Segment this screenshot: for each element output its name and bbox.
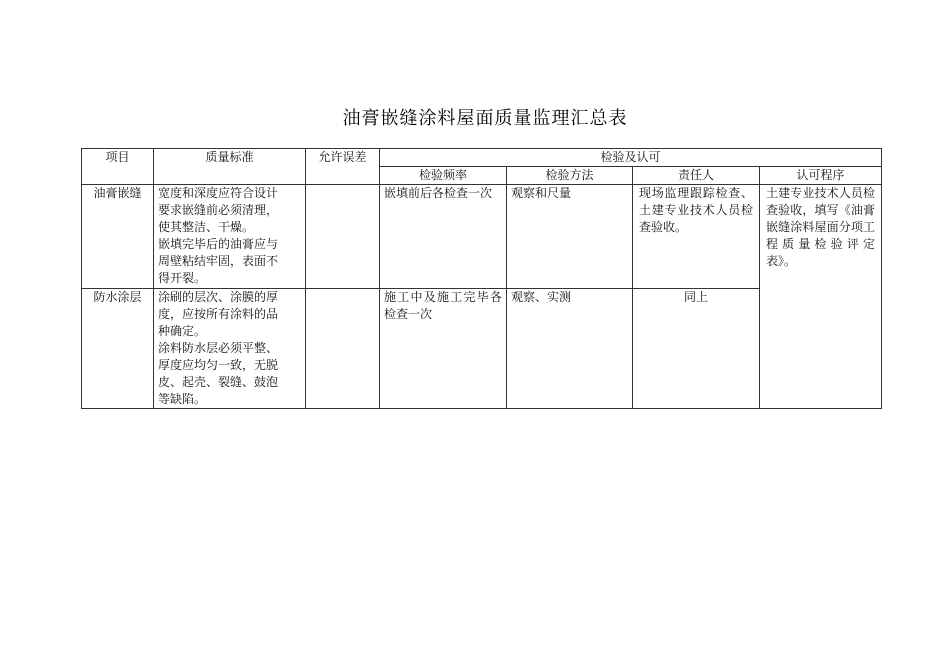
standard-line: 要求嵌缝前必须清理， xyxy=(158,203,279,217)
standard-line: 度，应按所有涂料的品 xyxy=(158,307,279,321)
row-standard xyxy=(154,289,306,409)
header-item: 项目 xyxy=(82,149,154,185)
header-procedure: 认可程序 xyxy=(760,167,882,185)
header-method: 检验方法 xyxy=(507,167,633,185)
standard-line: 得开裂。 xyxy=(158,271,207,285)
row-frequency: 施工中及施工完毕各检查一次 xyxy=(380,289,507,409)
row-tolerance xyxy=(306,289,380,409)
standard-line: 厚度应均匀一致，无脱 xyxy=(158,358,279,372)
row-procedure: 土建专业技术人员检查验收，填写《油膏嵌缝涂料屋面分项工程质量检验评定表》。 xyxy=(760,185,882,409)
standard-line: 涂料防水层必须平整、 xyxy=(158,341,279,355)
standard-line: 宽度和深度应符合设计 xyxy=(158,186,279,200)
page-title: 油膏嵌缝涂料屋面质量监理汇总表 xyxy=(342,108,628,129)
row-item: 油膏嵌缝 xyxy=(82,185,154,289)
row-responsible: 同上 xyxy=(633,289,760,409)
header-standard: 质量标准 xyxy=(154,149,306,185)
header-row-1 xyxy=(82,149,882,167)
header-inspection-group: 检验及认可 xyxy=(380,149,882,167)
row-method: 观察、实测 xyxy=(507,289,633,409)
header-tolerance: 允许误差 xyxy=(306,149,380,185)
row-standard xyxy=(154,185,306,289)
table-row xyxy=(82,185,882,289)
header-frequency: 检验频率 xyxy=(380,167,507,185)
standard-line: 等缺陷。 xyxy=(158,392,207,406)
standard-line: 涂刷的层次、涂膜的厚 xyxy=(158,290,279,304)
row-responsible: 现场监理跟踪检查、土建专业技术人员检查验收。 xyxy=(633,185,760,289)
row-tolerance xyxy=(306,185,380,289)
standard-line: 周壁粘结牢固，表面不 xyxy=(158,254,279,268)
row-frequency: 嵌填前后各检查一次 xyxy=(380,185,507,289)
standard-line: 嵌填完毕后的油膏应与 xyxy=(158,237,279,251)
row-item: 防水涂层 xyxy=(82,289,154,409)
standard-line: 使其整洁、干燥。 xyxy=(158,220,255,234)
standard-line: 皮、起壳、裂缝、鼓泡 xyxy=(158,375,279,389)
row-method: 观察和尺量 xyxy=(507,185,633,289)
standard-line: 种确定。 xyxy=(158,324,207,338)
header-responsible: 责任人 xyxy=(633,167,760,185)
summary-table xyxy=(81,148,882,409)
